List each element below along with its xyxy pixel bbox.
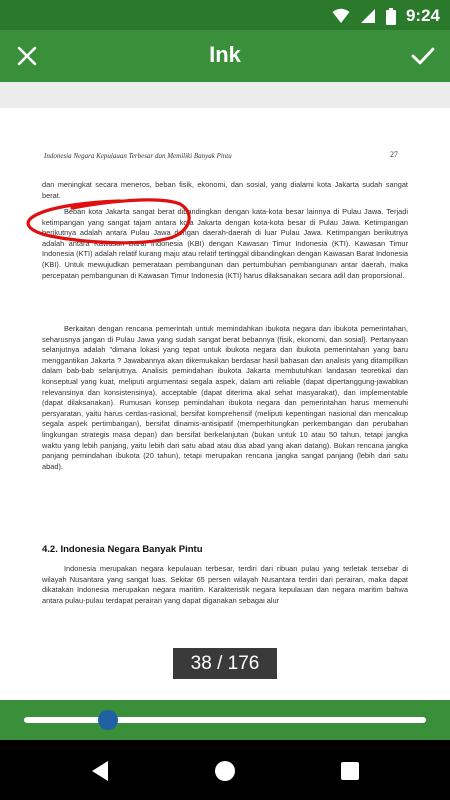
recents-icon [340,761,360,781]
toolbar [0,30,450,82]
back-icon [90,760,110,782]
cell-signal-icon [360,8,376,24]
page-counter: 38 / 176 [173,648,277,679]
paragraph-text: dan meningkat secara meneros, beban fisik, ekonomi, dan sosial, yang dialami kota Jakarta sudah sangat berat. [42,180,408,200]
page-slider-bar [0,700,450,740]
wifi-icon [332,8,350,24]
page-slider-track[interactable] [24,717,426,723]
confirm-button[interactable] [406,39,440,73]
status-time: 9:24 [405,6,440,25]
paragraph-text: Beban kota Jakarta sangat berat dibandingkan dengan kata-kota besar lainnya di Pulau Jawa. Terjadi ketimpangan yang sangat tajam antara kota Jakarta dengan kota-kota besar di Pulau Jawa. Ketimpangan berikutnya adalah antara Pulau Jawa dengan daerah-daerah di luar Pulau Jawa. Ketimpangan berikutnya adalah antara Kawasan Barat Indonesia (KBI) dengan Kawasan Timur Indonesia (KTI). Kawasan Timur Indonesia (KTI) adalah relatif kurang maju atau relatif tertinggal dibandingkan dengan Kawasan Barat Indonesia (KBI). Untuk mewujudkan pemerataan pembangunan dan pertumbuhan pembangunan antar daerah, maka percepatan pembangunan di Kawasan Timur Indonesia (KTI) harus dilaksanakan secara adil dan proporsional. [42,207,408,280]
page-number: 27 [390,150,398,159]
section-heading: 4.2. Indonesia Negara Banyak Pintu [42,544,203,555]
running-head: Indonesia Negara Kepulauan Terbesar dan Memiliki Banyak Pintu [44,152,232,160]
paragraph-1 [42,207,408,281]
paragraph-text: Indonesia merupakan negara kepulauan terbesar, terdiri dari ribuan pulau yang terletak tersebar di wilayah Nusantara yang sangat luas. Sekitar 65 persen wilayah Nusantara terdiri dari perairan, maka dapat dikatakan Indonesia merupakan negara maritim. Karakteristik negara kepulauan dan negara maritim bahwa antara pulau-pulau terdapat perairan yang dapat diganakan sebagai alur [42,564,408,605]
back-button[interactable] [87,758,113,784]
paragraph-2 [42,324,408,472]
page-slider-thumb[interactable] [98,710,118,730]
battery-icon [386,8,396,25]
recents-button[interactable] [337,758,363,784]
home-button[interactable] [212,758,238,784]
paragraph-text: Berkaitan dengan rencana pemerintah untuk memindahkan ibukota negara dan ibukota pemerintahan, seharusnya jangan di Pulau Jawa yang sudah sangat berat bebannya (fisik, ekonomi, dan sosial). Pertanyaan selanjutnya adalah "dimana lokasi yang tepat untuk ibukota negara dan ibukota pemerintahan yang baru menggantikan Jakarta ? Jawabannya akan dikemukakan berdasar hasil bahasan dan analisis yang ditampilkan dalam bab-bab selanjutnya. Analisis pemindahan ibukota Jakarta membutuhkan landasan teoretikal dan konseptual yang kuat, meliputi argumentasi segala aspek, dalam arti reliable (dapat dipertanggung-jawabkan relevansinya dan konsistensinya), acceptable (dapat diterima akal sehat masyarakat), dan implementable (dapat dilaksanakan). Rumusan konsep pemindahan ibukota negara dan pemerintahan harus memenuhi persyaratan, yaitu harus cerdas-rasional, bersifat komprehensif (meliputi kepentingan nasional dan mencakup segala aspek pertimbangan), bersifat dinamis-antisipatif (memperhitungkan perkembangan dan perubahan lingkungan strategis masa depan) dan bersifat berkelanjutan (bukan untuk 10 atau 50 tahun, tetapi jangka waktu yang lebih panjang, yaitu lebih dari satu abad atau dua abad yang akan datang). Bukan rencana jangka panjang pemindahan ibukota (20 tahun), tetapi merupakan rencana jangka sangat panjang (lebih dari satu abad). [42,324,408,471]
document-page[interactable] [0,108,450,700]
home-icon [214,760,236,782]
check-icon [411,46,435,66]
paragraph-3 [42,564,408,606]
navigation-bar [0,740,450,800]
toolbar-title: Ink [209,42,241,67]
paragraph-0 [42,180,408,201]
status-bar [0,0,450,30]
status-icons [332,6,440,26]
